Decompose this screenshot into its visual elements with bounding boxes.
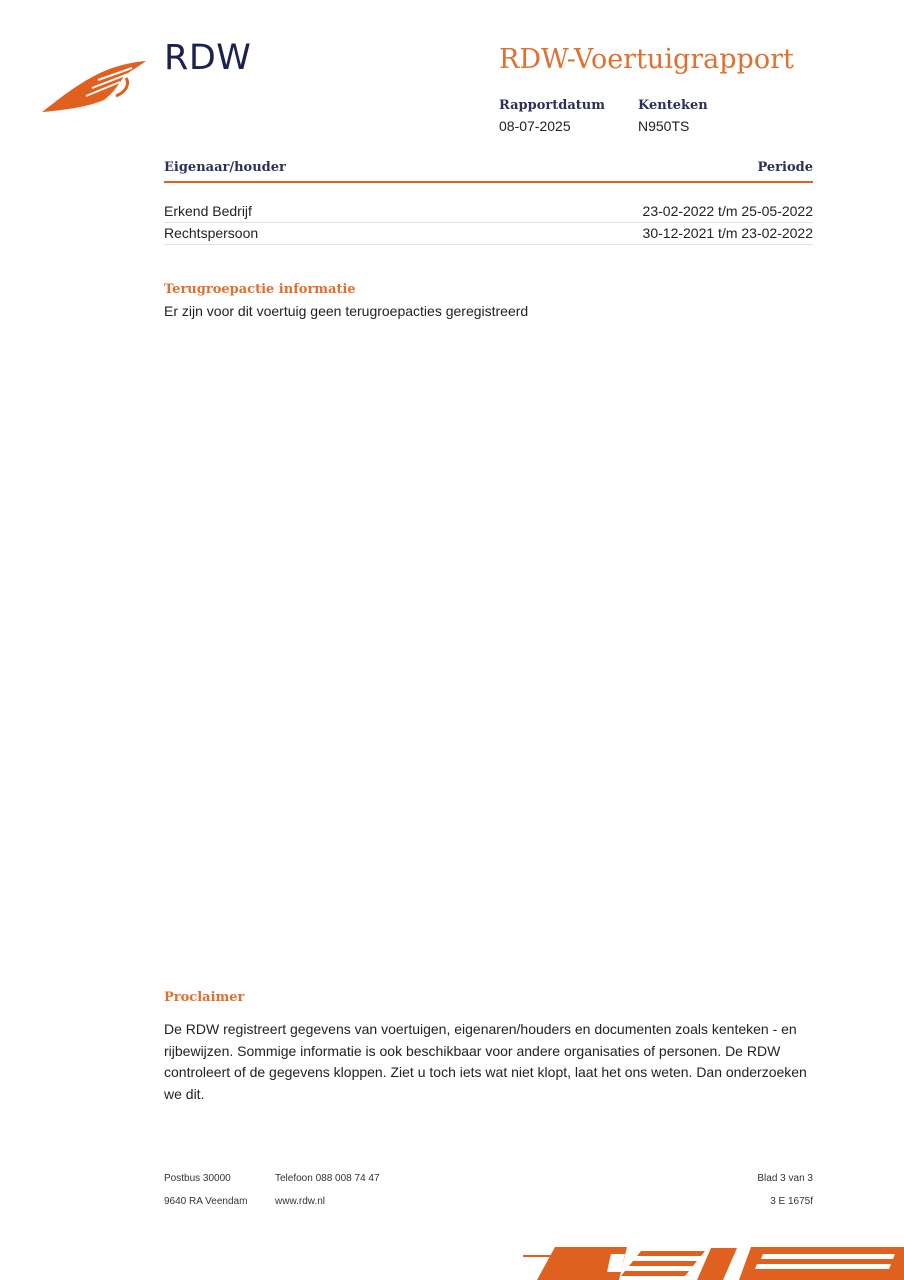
rdw-stripes-icon <box>515 1244 904 1280</box>
period-column-header: Periode <box>757 160 813 175</box>
brand-name: RDW <box>164 38 252 78</box>
kenteken-value: N950TS <box>638 118 690 134</box>
footer-phone: Telefoon 088 008 74 47 <box>275 1173 380 1184</box>
recall-text: Er zijn voor dit voertuig geen terugroepacties geregistreerd <box>164 303 529 319</box>
footer-address: 9640 RA Veendam <box>164 1196 248 1207</box>
disclaimer-title: Proclaimer <box>164 990 245 1005</box>
owner-column-header: Eigenaar/houder <box>164 160 286 175</box>
rdw-feather-icon <box>40 56 150 116</box>
owners-table-header <box>164 158 813 183</box>
table-row <box>164 223 813 245</box>
disclaimer-text: De RDW registreert gegevens van voertuigen, eigenaren/houders en documenten zoals kenteken - en rijbewijzen. Sommige informatie is ook beschikbaar voor andere organisaties of personen. De RDW controleert of de gegevens kloppen. Ziet u toch iets wat niet klopt, laat het ons weten. Dan onderzoeken we dit. <box>164 1021 807 1102</box>
period-cell: 23-02-2022 t/m 25-05-2022 <box>642 203 813 219</box>
report-title: RDW-Voertuigrapport <box>499 44 794 75</box>
footer-postbus: Postbus 30000 <box>164 1173 231 1184</box>
footer-page-number: Blad 3 van 3 <box>757 1173 813 1184</box>
recall-section-title: Terugroepactie informatie <box>164 282 356 297</box>
rapportdatum-label: Rapportdatum <box>499 98 605 113</box>
period-cell: 30-12-2021 t/m 23-02-2022 <box>642 225 813 241</box>
footer-code: 3 E 1675f <box>770 1196 813 1207</box>
owners-table <box>164 158 813 245</box>
owner-cell: Erkend Bedrijf <box>164 203 252 219</box>
owner-cell: Rechtspersoon <box>164 225 259 241</box>
kenteken-label: Kenteken <box>638 98 708 113</box>
table-row <box>164 201 813 223</box>
footer-website[interactable]: www.rdw.nl <box>275 1196 326 1207</box>
rapportdatum-value: 08-07-2025 <box>499 118 571 134</box>
